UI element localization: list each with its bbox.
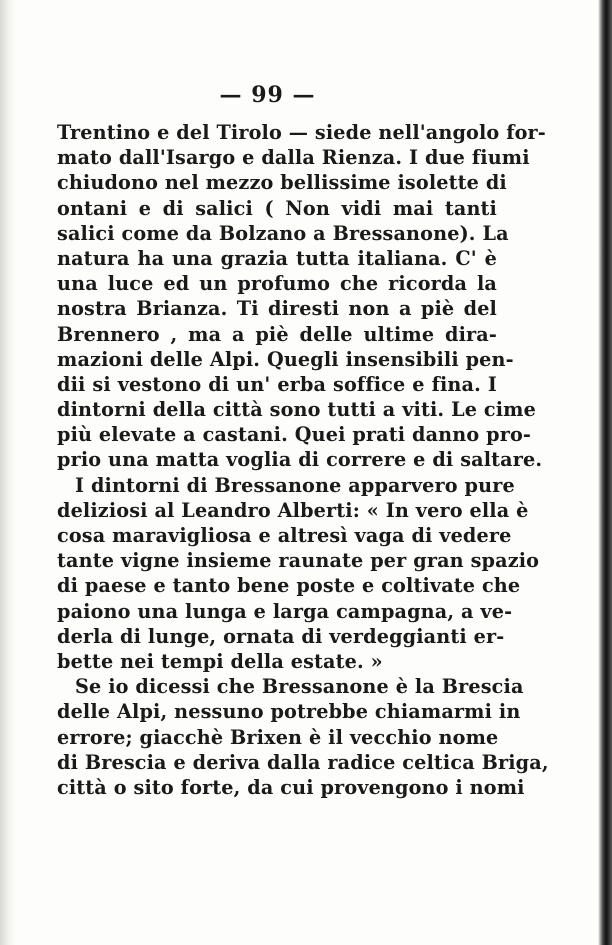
text-line: prio una matta voglia di correre e di saltare. — [57, 448, 543, 472]
paragraph-start-line: Se io dicessi che Bressanone è la Brescia — [75, 675, 524, 699]
text-line: paiono una lunga e larga campagna, a ve- — [57, 599, 513, 623]
text-line: cosa maravigliosa e altresì vaga di vedere — [57, 524, 512, 547]
text-line: dintorni della città sono tutti a viti. Le cime — [57, 398, 536, 422]
text-line: ontani e di salici ( Non vidi mai tanti — [57, 196, 497, 220]
paragraph-start-line: I dintorni di Bressanone apparvero pure — [75, 473, 515, 497]
text-line: nostra Brianza. Ti diresti non a piè del — [57, 297, 497, 321]
text-line: derla di lunge, ornata di verdeggianti er- — [57, 624, 505, 648]
text-line: Brennero , ma a piè delle ultime dira- — [57, 322, 497, 346]
text-line: errore; giacchè Brixen è il vecchio nome — [57, 725, 499, 749]
body-text — [57, 120, 549, 800]
text-line: tante vigne insieme raunate per gran spazio — [57, 549, 540, 573]
text-line: chiudono nel mezzo bellissime isolette di — [57, 171, 507, 195]
text-line: di paese e tanto bene poste e coltivate che — [57, 574, 521, 598]
text-line: mazioni delle Alpi. Quegli insensibili pen- — [57, 347, 514, 371]
page-edge-shadow — [598, 0, 612, 945]
text-line: una luce ed un profumo che ricorda la — [57, 272, 497, 296]
text-line: deliziosi al Leandro Alberti: « In vero ella è — [57, 498, 529, 522]
text-line: dii si vestono di un' erba soffice e fina. I — [57, 372, 497, 396]
text-line: Trentino e del Tirolo — siede nell'angolo for- — [57, 121, 546, 144]
text-line: mato dall'Isargo e dalla Rienza. I due fiumi — [57, 146, 530, 170]
text-line: salici come da Bolzano a Bressanone). La — [57, 221, 509, 245]
text-line: bette nei tempi della estate. » — [57, 649, 383, 673]
text-line: di Brescia e deriva dalla radice celtica Briga, — [57, 750, 549, 774]
text-line: più elevate a castani. Quei prati danno pro- — [57, 423, 532, 447]
page-gutter — [0, 0, 16, 945]
text-line: delle Alpi, nessuno potrebbe chiamarmi in — [57, 700, 521, 724]
text-line: città o sito forte, da cui provengono i nomi — [57, 775, 525, 799]
text-line: natura ha una grazia tutta italiana. C' è — [57, 246, 497, 270]
page-number: — 99 — — [219, 82, 316, 108]
